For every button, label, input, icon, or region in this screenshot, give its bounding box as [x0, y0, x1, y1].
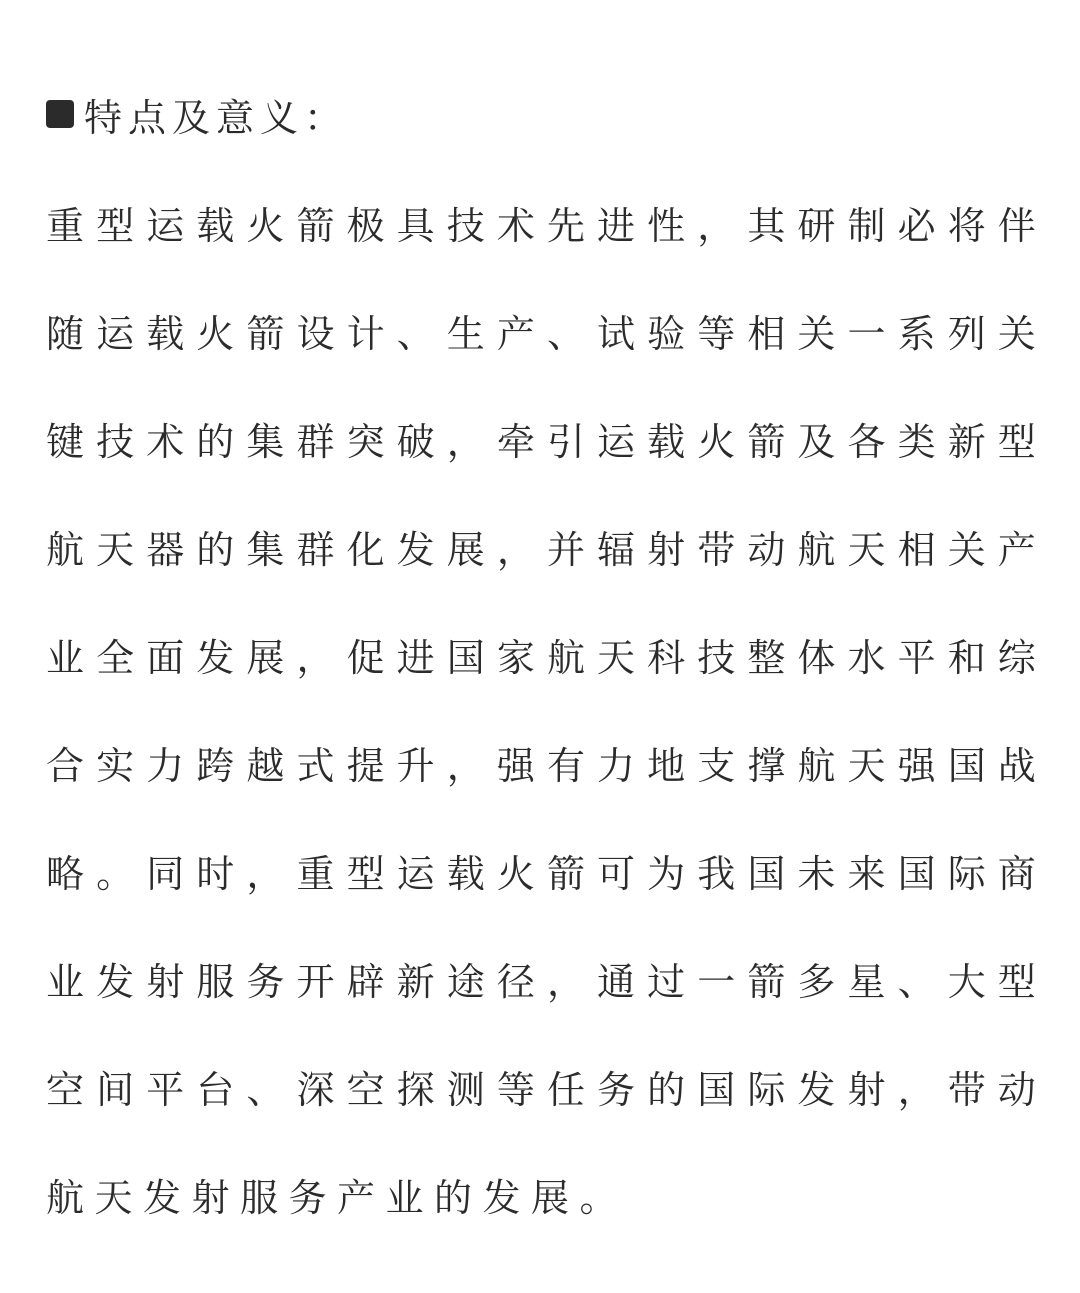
paragraph-line: 键 技 术 的 集 群 突 破 ， 牵 引 运 载 火 箭 及 各 类 新 型 — [46, 419, 1036, 464]
paragraph-line: 合 实 力 跨 越 式 提 升 ， 强 有 力 地 支 撑 航 天 强 国 战 — [46, 743, 1036, 788]
paragraph — [46, 168, 1036, 1248]
paragraph-line-last: 航天发射服务产业的发展。 — [46, 1175, 629, 1220]
paragraph-line: 航 天 器 的 集 群 化 发 展 ， 并 辐 射 带 动 航 天 相 关 产 — [46, 527, 1036, 572]
paragraph-line: 重 型 运 载 火 箭 极 具 技 术 先 进 性 ， 其 研 制 必 将 伴 — [46, 203, 1036, 248]
section-heading-text: 特点及意义： — [84, 95, 349, 140]
paragraph-line: 业 全 面 发 展 ， 促 进 国 家 航 天 科 技 整 体 水 平 和 综 — [46, 635, 1036, 680]
paragraph-line: 略 。 同 时 ， 重 型 运 载 火 箭 可 为 我 国 未 来 国 际 商 — [46, 851, 1036, 896]
paragraph-line: 空 间 平 台 、 深 空 探 测 等 任 务 的 国 际 发 射 ， 带 动 — [46, 1067, 1036, 1112]
paragraph-line: 业 发 射 服 务 开 辟 新 途 径 ， 通 过 一 箭 多 星 、 大 型 — [46, 959, 1036, 1004]
black-square-icon — [46, 100, 74, 128]
paragraph-line: 随 运 载 火 箭 设 计 、 生 产 、 试 验 等 相 关 一 系 列 关 — [46, 311, 1036, 356]
section-heading — [46, 86, 348, 142]
